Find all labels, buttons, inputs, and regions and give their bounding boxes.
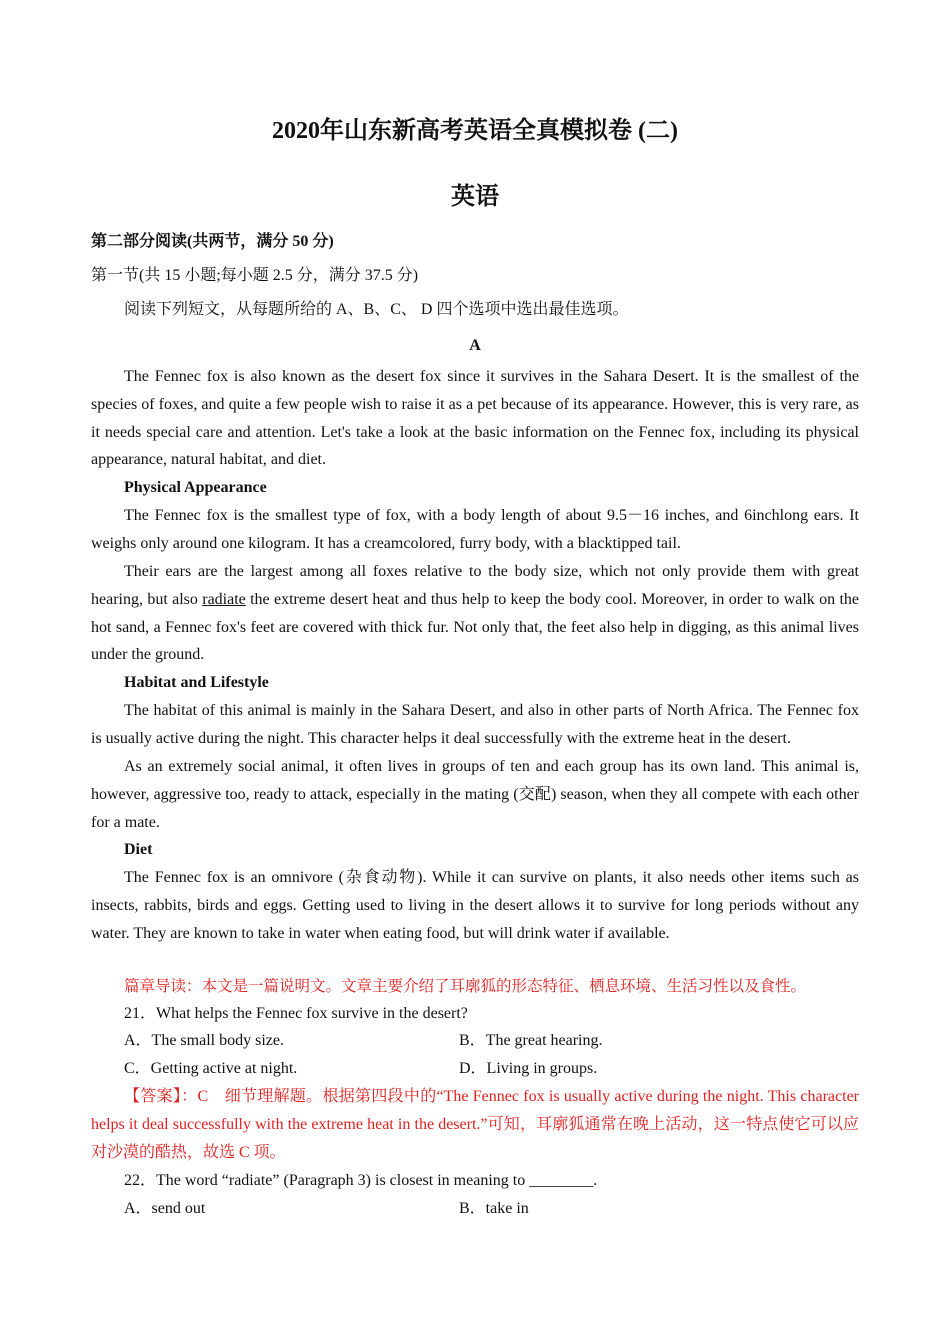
passage-guide: 篇章导读：本文是一篇说明文。文章主要介绍了耳廓狐的形态特征、栖息环境、生活习性以及食性。 bbox=[124, 978, 807, 995]
section-instruction: 阅读下列短文，从每题所给的 A、B、C、 D 四个选项中选出最佳选项。 bbox=[124, 301, 629, 318]
section-subsection: 第一节(共 15 小题;每小题 2.5 分，满分 37.5 分) bbox=[91, 267, 419, 284]
question-22-option-a: A．send out bbox=[124, 1200, 206, 1217]
question-21-stem: 21．What helps the Fennec fox survive in the desert? bbox=[124, 1005, 468, 1022]
paragraph-2: The Fennec fox is the smallest type of fox, with a body length of about 9.5－16 inches, and 6inchlong ears. It weighs only around one kilogram. It has a creamcolored, furry body, with a blacktipped tail. bbox=[91, 507, 859, 552]
question-21-answer: 【答案】：C 细节理解题。根据第四段中的“The Fennec fox is usually active during the night. This character helps it deal successfully with the extreme heat in the desert.”可知，耳廓狐通常在晚上活动，这一特点使它可以应对沙漠的酷热，故选 C 项。 bbox=[91, 1088, 859, 1161]
question-22-option-b: B．take in bbox=[459, 1200, 529, 1217]
underlined-word-radiate: radiate bbox=[202, 590, 246, 608]
paragraph-1: The Fennec fox is also known as the desert fox since it survives in the Sahara Desert. It is the smallest of the species of foxes, and quite a few people wish to raise it as a pet because of its appearance. However, this is very rare, as it needs special care and attention. Let's take a look at the basic information on the Fennec fox, including its physical appearance, natural habitat, and diet. bbox=[91, 368, 859, 469]
heading-diet: Diet bbox=[124, 841, 153, 858]
passage-label: A bbox=[469, 337, 481, 354]
question-21-option-c: C．Getting active at night. bbox=[124, 1060, 298, 1077]
paragraph-4: The habitat of this animal is mainly in the Sahara Desert, and also in other parts of North Africa. The Fennec fox is usually active during the night. This character helps it deal successfully with the extreme heat in the desert. bbox=[91, 702, 859, 747]
paragraph-5: As an extremely social animal, it often lives in groups of ten and each group has its own land. This animal is, however, aggressive too, ready to attack, especially in the mating (交配) season, when they all compete with each other for a mate. bbox=[91, 758, 859, 831]
paragraph-3 bbox=[91, 558, 859, 669]
section-part: 第二部分阅读(共两节，满分 50 分) bbox=[91, 233, 334, 250]
question-22-stem: 22．The word “radiate” (Paragraph 3) is closest in meaning to ________. bbox=[124, 1172, 598, 1189]
document-subtitle: 英语 bbox=[451, 184, 499, 210]
paragraph-3-text-before: Their ears are the largest among all foxes relative to the body size, which not only provide them with great hearing, but also bbox=[91, 563, 859, 608]
paragraph-3-text-after: the extreme desert heat and thus help to keep the body cool. Moreover, in order to walk on the hot sand, a Fennec fox's feet are covered with thick fur. Not only that, the feet also help in digging, as this animal lives under the ground. bbox=[91, 590, 859, 664]
question-21-option-a: A．The small body size. bbox=[124, 1032, 284, 1049]
paragraph-6: The Fennec fox is an omnivore (杂食动物). While it can survive on plants, it also needs other items such as insects, rabbits, birds and eggs. Getting used to living in the desert allows it to survive for long periods without any water. They are known to take in water when eating food, but will drink water if available. bbox=[91, 869, 859, 942]
heading-physical-appearance: Physical Appearance bbox=[124, 479, 267, 496]
question-21-option-b: B．The great hearing. bbox=[459, 1032, 603, 1049]
question-21-option-d: D．Living in groups. bbox=[459, 1060, 598, 1077]
heading-habitat-lifestyle: Habitat and Lifestyle bbox=[124, 674, 269, 691]
document-title: 2020年山东新高考英语全真模拟卷 (二) bbox=[272, 118, 678, 144]
